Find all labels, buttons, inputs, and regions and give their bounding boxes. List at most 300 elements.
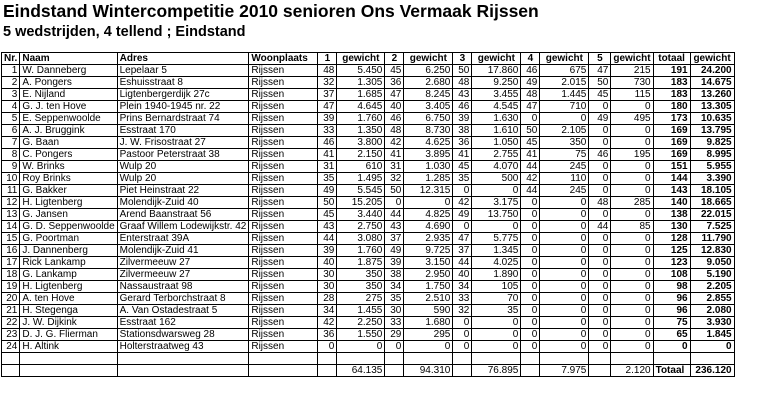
cell-score-4: 41 (521, 149, 540, 161)
table-row (2, 281, 735, 293)
cell-gewicht-totaal: 13.305 (690, 101, 734, 113)
cell-gewicht-5: 495 (611, 113, 653, 125)
cell-score-4: 0 (521, 305, 540, 317)
cell-totaal: 96 (653, 293, 690, 305)
cell-totaal: 65 (653, 329, 690, 341)
cell-totaal: 183 (653, 89, 690, 101)
cell-naam: G. D. Seppenwoolde (20, 221, 117, 233)
cell-totaal: 173 (653, 113, 690, 125)
cell-totaal: 191 (653, 65, 690, 77)
cell-totaal: 169 (653, 149, 690, 161)
cell-totaal: 180 (653, 101, 690, 113)
cell-score-4: 44 (521, 185, 540, 197)
table-row (2, 233, 735, 245)
cell-totaal: 108 (653, 269, 690, 281)
cell-nr: 3 (2, 89, 20, 101)
cell-adres: Stationsdwarsweg 28 (117, 329, 249, 341)
cell-gewicht-3: 1.610 (472, 125, 521, 137)
cell-score-4: 0 (521, 245, 540, 257)
cell-gewicht-4: 0 (540, 209, 589, 221)
cell-gewicht-2: 4.690 (404, 221, 453, 233)
cell-gewicht-3: 4.025 (472, 257, 521, 269)
cell-gewicht-totaal: 18.665 (690, 197, 734, 209)
cell-score-3: 43 (453, 89, 472, 101)
cell-nr: 5 (2, 113, 20, 125)
cell-adres: Prins Bernardstraat 74 (117, 113, 249, 125)
cell-gewicht-4: 110 (540, 173, 589, 185)
total-gewicht-3: 76.895 (472, 365, 521, 377)
cell-woonplaats: Rijssen (249, 329, 318, 341)
cell-naam: G. Jansen (20, 209, 117, 221)
cell-gewicht-1: 2.750 (337, 221, 385, 233)
cell-score-5: 0 (589, 317, 611, 329)
cell-woonplaats: Rijssen (249, 65, 318, 77)
cell-score-2: 34 (385, 281, 404, 293)
cell-gewicht-4: 2.105 (540, 125, 589, 137)
cell-totaal: 96 (653, 305, 690, 317)
cell-gewicht-3: 0 (472, 221, 521, 233)
cell-nr: 20 (2, 293, 20, 305)
cell-score-4: 0 (521, 281, 540, 293)
col-header-gewicht-4: gewicht (540, 53, 589, 65)
cell-nr: 4 (2, 101, 20, 113)
col-header-totaal: totaal (653, 53, 690, 65)
cell-gewicht-5: 0 (611, 317, 653, 329)
cell-score-3: 33 (453, 293, 472, 305)
cell-totaal: 125 (653, 245, 690, 257)
cell-gewicht-3: 0 (472, 185, 521, 197)
cell-gewicht-2: 0 (404, 197, 453, 209)
cell-gewicht-2: 4.625 (404, 137, 453, 149)
cell-gewicht-1: 275 (337, 293, 385, 305)
cell-naam: A. ten Hove (20, 293, 117, 305)
cell-score-1: 46 (318, 137, 337, 149)
cell-score-4: 47 (521, 101, 540, 113)
cell-score-1: 36 (318, 329, 337, 341)
cell-woonplaats: Rijssen (249, 305, 318, 317)
cell-woonplaats: Rijssen (249, 341, 318, 353)
cell-score-3: 50 (453, 65, 472, 77)
cell-totaal: 140 (653, 197, 690, 209)
cell-naam: E. Seppenwoolde (20, 113, 117, 125)
totals-label: Totaal (653, 365, 690, 377)
cell-gewicht-3: 17.860 (472, 65, 521, 77)
cell-naam: J. Dannenberg (20, 245, 117, 257)
cell-naam: A. Pongers (20, 77, 117, 89)
cell-score-5: 0 (589, 269, 611, 281)
cell-gewicht-totaal: 2.855 (690, 293, 734, 305)
table-row (2, 77, 735, 89)
cell-score-3: 45 (453, 161, 472, 173)
cell-gewicht-3: 105 (472, 281, 521, 293)
cell-nr: 1 (2, 65, 20, 77)
cell-gewicht-4: 0 (540, 233, 589, 245)
cell-adres: Lepelaar 5 (117, 65, 249, 77)
cell-score-1: 33 (318, 125, 337, 137)
cell-gewicht-2: 2.510 (404, 293, 453, 305)
cell-gewicht-2: 1.285 (404, 173, 453, 185)
cell-gewicht-4: 0 (540, 113, 589, 125)
page-title: Eindstand Wintercompetitie 2010 senioren Ons Vermaak Rijssen (3, 1, 539, 21)
cell-totaal: 183 (653, 77, 690, 89)
cell-totaal: 75 (653, 317, 690, 329)
cell-gewicht-4: 0 (540, 341, 589, 353)
table-row (2, 293, 735, 305)
cell-gewicht-totaal: 5.955 (690, 161, 734, 173)
cell-nr: 18 (2, 269, 20, 281)
cell-score-5: 0 (589, 233, 611, 245)
col-header-2: 2 (385, 53, 404, 65)
cell-adres: Eshuisstraat 8 (117, 77, 249, 89)
cell-score-2: 31 (385, 161, 404, 173)
cell-score-2: 35 (385, 293, 404, 305)
cell-gewicht-3: 3.175 (472, 197, 521, 209)
table-row (2, 173, 735, 185)
cell-adres: Piet Heinstraat 22 (117, 185, 249, 197)
cell-gewicht-4: 0 (540, 269, 589, 281)
cell-gewicht-3: 1.345 (472, 245, 521, 257)
cell-score-3: 36 (453, 137, 472, 149)
cell-gewicht-4: 0 (540, 257, 589, 269)
cell-woonplaats: Rijssen (249, 137, 318, 149)
cell-gewicht-5: 0 (611, 293, 653, 305)
cell-totaal: 123 (653, 257, 690, 269)
cell-score-1: 28 (318, 293, 337, 305)
cell-score-2: 32 (385, 173, 404, 185)
cell-gewicht-4: 0 (540, 329, 589, 341)
table-row (2, 209, 735, 221)
cell-naam: G. Baan (20, 137, 117, 149)
cell-score-2: 0 (385, 197, 404, 209)
cell-score-5: 0 (589, 161, 611, 173)
cell-score-2: 47 (385, 89, 404, 101)
cell-gewicht-2: 8.730 (404, 125, 453, 137)
cell-score-5: 0 (589, 125, 611, 137)
cell-gewicht-5: 0 (611, 329, 653, 341)
cell-gewicht-3: 1.050 (472, 137, 521, 149)
cell-score-5: 0 (589, 329, 611, 341)
cell-score-5: 46 (589, 149, 611, 161)
cell-score-4: 44 (521, 161, 540, 173)
cell-woonplaats: Rijssen (249, 173, 318, 185)
cell-gewicht-totaal: 22.015 (690, 209, 734, 221)
cell-score-5: 0 (589, 185, 611, 197)
cell-gewicht-5: 115 (611, 89, 653, 101)
cell-nr: 2 (2, 77, 20, 89)
cell-score-2: 43 (385, 221, 404, 233)
cell-gewicht-1: 1.760 (337, 113, 385, 125)
cell-gewicht-2: 8.245 (404, 89, 453, 101)
table-row (2, 305, 735, 317)
cell-adres: Wulp 20 (117, 161, 249, 173)
cell-score-5: 50 (589, 77, 611, 89)
cell-nr: 6 (2, 125, 20, 137)
cell-adres: Zilvermeeuw 27 (117, 257, 249, 269)
cell-gewicht-totaal: 7.525 (690, 221, 734, 233)
cell-score-1: 47 (318, 101, 337, 113)
cell-score-4: 0 (521, 293, 540, 305)
cell-score-5: 0 (589, 209, 611, 221)
cell-totaal: 143 (653, 185, 690, 197)
cell-score-3: 47 (453, 233, 472, 245)
cell-score-3: 46 (453, 101, 472, 113)
cell-naam: H. Stegenga (20, 305, 117, 317)
cell-gewicht-3: 1.630 (472, 113, 521, 125)
cell-gewicht-2: 9.725 (404, 245, 453, 257)
cell-gewicht-2: 1.030 (404, 161, 453, 173)
cell-adres: Zilvermeeuw 27 (117, 269, 249, 281)
cell-gewicht-4: 350 (540, 137, 589, 149)
cell-naam: W. Brinks (20, 161, 117, 173)
cell-nr: 11 (2, 185, 20, 197)
cell-gewicht-1: 1.305 (337, 77, 385, 89)
cell-naam: W. Danneberg (20, 65, 117, 77)
cell-gewicht-2: 1.680 (404, 317, 453, 329)
cell-gewicht-4: 710 (540, 101, 589, 113)
cell-gewicht-2: 0 (404, 341, 453, 353)
cell-score-4: 0 (521, 113, 540, 125)
cell-score-4: 0 (521, 341, 540, 353)
cell-gewicht-1: 0 (337, 341, 385, 353)
cell-adres: Molendijk-Zuid 40 (117, 197, 249, 209)
table-row (2, 341, 735, 353)
col-header-5: 5 (589, 53, 611, 65)
cell-naam: G. J. ten Hove (20, 101, 117, 113)
cell-gewicht-3: 70 (472, 293, 521, 305)
cell-score-3: 32 (453, 305, 472, 317)
cell-gewicht-2: 6.250 (404, 65, 453, 77)
cell-gewicht-3: 4.070 (472, 161, 521, 173)
col-header-gewicht-totaal: gewicht (690, 53, 734, 65)
cell-naam: G. Poortman (20, 233, 117, 245)
cell-gewicht-4: 245 (540, 185, 589, 197)
col-header-4: 4 (521, 53, 540, 65)
cell-score-3: 34 (453, 281, 472, 293)
cell-score-3: 41 (453, 149, 472, 161)
cell-nr: 24 (2, 341, 20, 353)
cell-naam: G. Bakker (20, 185, 117, 197)
cell-totaal: 98 (653, 281, 690, 293)
blank-row (2, 353, 735, 365)
cell-score-1: 39 (318, 245, 337, 257)
cell-gewicht-3: 500 (472, 173, 521, 185)
cell-naam: G. Lankamp (20, 269, 117, 281)
cell-score-1: 40 (318, 257, 337, 269)
cell-gewicht-2: 3.150 (404, 257, 453, 269)
cell-score-3: 49 (453, 209, 472, 221)
cell-adres: Pastoor Peterstraat 38 (117, 149, 249, 161)
cell-gewicht-2: 4.825 (404, 209, 453, 221)
cell-woonplaats: Rijssen (249, 233, 318, 245)
cell-gewicht-4: 0 (540, 305, 589, 317)
cell-nr: 15 (2, 233, 20, 245)
cell-score-2: 45 (385, 65, 404, 77)
cell-gewicht-1: 1.550 (337, 329, 385, 341)
cell-score-4: 50 (521, 125, 540, 137)
cell-woonplaats: Rijssen (249, 161, 318, 173)
cell-score-1: 37 (318, 89, 337, 101)
cell-woonplaats: Rijssen (249, 185, 318, 197)
cell-woonplaats: Rijssen (249, 125, 318, 137)
col-header-nr: Nr. (2, 53, 20, 65)
cell-adres: Enterstraat 39A (117, 233, 249, 245)
cell-woonplaats: Rijssen (249, 293, 318, 305)
cell-gewicht-1: 5.450 (337, 65, 385, 77)
cell-woonplaats: Rijssen (249, 221, 318, 233)
cell-gewicht-4: 0 (540, 221, 589, 233)
cell-gewicht-1: 1.495 (337, 173, 385, 185)
col-header-woonplaats: Woonplaats (249, 53, 318, 65)
cell-naam: J. W. Dijkink (20, 317, 117, 329)
cell-score-2: 48 (385, 125, 404, 137)
cell-score-3: 48 (453, 77, 472, 89)
cell-naam: H. Ligtenberg (20, 197, 117, 209)
cell-nr: 10 (2, 173, 20, 185)
cell-gewicht-totaal: 5.190 (690, 269, 734, 281)
cell-gewicht-1: 1.455 (337, 305, 385, 317)
page-subtitle: 5 wedstrijden, 4 tellend ; Eindstand (3, 24, 246, 40)
cell-gewicht-totaal: 3.390 (690, 173, 734, 185)
cell-gewicht-totaal: 18.105 (690, 185, 734, 197)
cell-gewicht-2: 12.315 (404, 185, 453, 197)
table-row (2, 317, 735, 329)
cell-nr: 14 (2, 221, 20, 233)
cell-naam: Roy Brinks (20, 173, 117, 185)
cell-gewicht-5: 0 (611, 305, 653, 317)
cell-gewicht-5: 0 (611, 245, 653, 257)
cell-gewicht-4: 0 (540, 245, 589, 257)
cell-score-5: 47 (589, 65, 611, 77)
cell-score-1: 30 (318, 269, 337, 281)
cell-score-2: 37 (385, 233, 404, 245)
cell-gewicht-3: 13.750 (472, 209, 521, 221)
cell-score-3: 39 (453, 113, 472, 125)
cell-gewicht-totaal: 11.790 (690, 233, 734, 245)
cell-gewicht-5: 730 (611, 77, 653, 89)
cell-totaal: 151 (653, 161, 690, 173)
cell-gewicht-totaal: 13.260 (690, 89, 734, 101)
cell-gewicht-1: 1.875 (337, 257, 385, 269)
cell-gewicht-1: 610 (337, 161, 385, 173)
cell-gewicht-2: 6.750 (404, 113, 453, 125)
cell-gewicht-4: 1.445 (540, 89, 589, 101)
cell-gewicht-totaal: 12.830 (690, 245, 734, 257)
table-row (2, 185, 735, 197)
table-row (2, 221, 735, 233)
cell-nr: 19 (2, 281, 20, 293)
cell-score-3: 37 (453, 245, 472, 257)
cell-gewicht-2: 2.935 (404, 233, 453, 245)
cell-adres: Arend Baanstraat 56 (117, 209, 249, 221)
cell-gewicht-5: 0 (611, 257, 653, 269)
grand-total: 236.120 (690, 365, 734, 377)
cell-score-1: 45 (318, 209, 337, 221)
header-row (2, 53, 735, 65)
cell-score-4: 0 (521, 317, 540, 329)
cell-gewicht-totaal: 3.930 (690, 317, 734, 329)
cell-score-3: 0 (453, 329, 472, 341)
table-row (2, 125, 735, 137)
cell-score-2: 36 (385, 77, 404, 89)
cell-adres: Gerard Terborchstraat 8 (117, 293, 249, 305)
cell-score-1: 39 (318, 113, 337, 125)
cell-naam: Rick Lankamp (20, 257, 117, 269)
total-gewicht-2: 94.310 (404, 365, 453, 377)
cell-score-2: 41 (385, 149, 404, 161)
cell-gewicht-1: 2.150 (337, 149, 385, 161)
cell-gewicht-1: 1.685 (337, 89, 385, 101)
cell-score-3: 35 (453, 173, 472, 185)
cell-totaal: 0 (653, 341, 690, 353)
cell-score-4: 0 (521, 329, 540, 341)
cell-nr: 9 (2, 161, 20, 173)
cell-gewicht-5: 0 (611, 137, 653, 149)
cell-adres: Graaf Willem Lodewijkstr. 42 (117, 221, 249, 233)
cell-gewicht-1: 5.545 (337, 185, 385, 197)
total-gewicht-1: 64.135 (337, 365, 385, 377)
cell-score-4: 0 (521, 209, 540, 221)
table-row (2, 269, 735, 281)
cell-gewicht-5: 0 (611, 233, 653, 245)
cell-score-4: 46 (521, 65, 540, 77)
cell-nr: 21 (2, 305, 20, 317)
cell-score-4: 0 (521, 197, 540, 209)
cell-adres: A. Van Ostadestraat 5 (117, 305, 249, 317)
table-row (2, 113, 735, 125)
results-body (2, 65, 735, 353)
cell-woonplaats: Rijssen (249, 269, 318, 281)
cell-gewicht-totaal: 2.205 (690, 281, 734, 293)
cell-score-1: 41 (318, 149, 337, 161)
cell-gewicht-2: 590 (404, 305, 453, 317)
cell-nr: 23 (2, 329, 20, 341)
cell-score-2: 49 (385, 245, 404, 257)
cell-nr: 22 (2, 317, 20, 329)
col-header-gewicht-1: gewicht (337, 53, 385, 65)
cell-gewicht-3: 0 (472, 329, 521, 341)
col-header-3: 3 (453, 53, 472, 65)
table-row (2, 257, 735, 269)
cell-gewicht-5: 215 (611, 65, 653, 77)
cell-score-2: 30 (385, 305, 404, 317)
cell-score-3: 0 (453, 341, 472, 353)
table-row (2, 137, 735, 149)
cell-score-4: 42 (521, 173, 540, 185)
cell-adres: Molendijk-Zuid 41 (117, 245, 249, 257)
cell-gewicht-5: 0 (611, 173, 653, 185)
cell-score-4: 0 (521, 221, 540, 233)
cell-nr: 16 (2, 245, 20, 257)
results-table (1, 52, 735, 377)
cell-score-3: 0 (453, 221, 472, 233)
cell-score-2: 40 (385, 101, 404, 113)
cell-gewicht-3: 0 (472, 317, 521, 329)
col-header-adres: Adres (117, 53, 249, 65)
cell-totaal: 144 (653, 173, 690, 185)
cell-gewicht-3: 5.775 (472, 233, 521, 245)
cell-score-4: 45 (521, 137, 540, 149)
cell-totaal: 169 (653, 125, 690, 137)
cell-totaal: 169 (653, 137, 690, 149)
cell-score-5: 0 (589, 245, 611, 257)
cell-gewicht-totaal: 9.050 (690, 257, 734, 269)
cell-score-5: 0 (589, 305, 611, 317)
cell-score-2: 50 (385, 185, 404, 197)
cell-score-1: 0 (318, 341, 337, 353)
cell-adres: Esstraat 170 (117, 125, 249, 137)
cell-score-5: 0 (589, 137, 611, 149)
cell-gewicht-1: 3.440 (337, 209, 385, 221)
